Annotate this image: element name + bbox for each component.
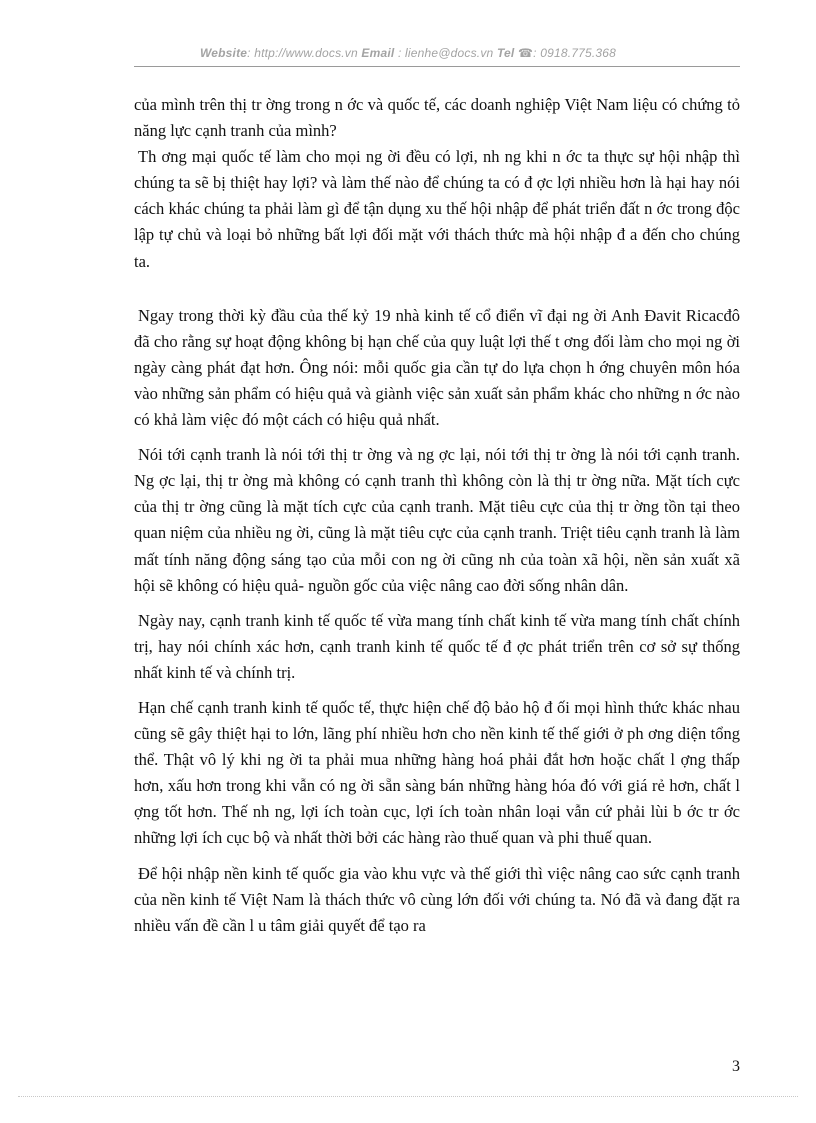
paragraph-1: của mình trên thị tr ờng trong n ớc và quốc tế, các doanh nghiệp Việt Nam liệu có chứng tỏ năng lực cạnh tranh của mình? (134, 95, 740, 141)
footer-divider (18, 1096, 798, 1097)
phone-icon: ☎ (518, 46, 534, 60)
paragraph-spacer (134, 599, 740, 608)
paragraph-6: Hạn chế cạnh tranh kinh tế quốc tế, thực hiện chế độ bảo hộ đ ối mọi hình thức khác nhau cũng sẽ gây thiệt hại to lớn, lãng phí nhiều hơn cho nền kinh tế thế giới ở ph ơng diện tổng thể. Thật vô lý khi ng ời ta phải mua những hàng hoá phải đắt hơn hoặc chất l ợng thấp hơn, xấu hơn trong khi vẫn có ng ời sẵn sàng bán những hàng hóa đó với giá rẻ hơn, chất l ợng tốt hơn. Thế nh ng, lợi ích toàn cục, lợi ích toàn nhân loại vẫn cứ phải lùi b ớc tr ớc những lợi ích cục bộ và nhất thời bởi các hàng rào thuế quan và phi thuế quan. (134, 697, 740, 848)
paragraph-4: Nói tới cạnh tranh là nói tới thị tr ờng và ng ợc lại, nói tới thị tr ờng là nói tới cạnh tranh. Ng ợc lại, thị tr ờng mà không có cạnh tranh thì không còn là thị tr ờng nữa. Mặt tích cực của thị tr ờng cũng là mặt tích cực của cạnh tranh. Mặt tiêu cực của thị tr ờng tồn tại theo quan niệm của nhiều ng ời, cũng là mặt tiêu cực của cạnh tranh. Triệt tiêu cạnh tranh là làm mất tính năng động sáng tạo của mỗi con ng ời cũng nh của toàn xã hội, nền sản xuất xã hội sẽ không có hiệu quả- nguồn gốc của việc nâng cao đời sống nhân dân. (134, 445, 740, 595)
header-divider (134, 66, 740, 67)
website-label: Website (199, 46, 248, 60)
tel-value: : 0918.775.368 (533, 46, 617, 60)
document-body (134, 92, 740, 939)
paragraph-3: Ngay trong thời kỳ đầu của thế kỷ 19 nhà kinh tế cổ điển vĩ đại ng ời Anh Đavit Ricacđô đã cho rằng sự hoạt động không bị hạn chế của quy luật lợi thế t ơng đối làm cho mọi ng ời ngày càng phát đạt hơn. Ông nói: mỗi quốc gia cần tự do lựa chọn h ớng chuyên môn hóa vào những sản phẩm có hiệu quả và giành việc sản xuất sản phẩm khác cho những n ớc nào có khả làm việc đó một cách có hiệu quả nhất. (134, 305, 740, 430)
page-number: 3 (732, 1058, 740, 1075)
tel-label: Tel (496, 46, 515, 60)
email-value: : lienhe@docs.vn (394, 46, 497, 60)
website-url: : http://www.docs.vn (247, 46, 362, 60)
paragraph-7: Để hội nhập nền kinh tế quốc gia vào khu vực và thế giới thì việc nâng cao sức cạnh tranh của nền kinh tế Việt Nam là thách thức vô cùng lớn đối với chúng ta. Nó đã và đang đặt ra nhiều vấn đề cần l u tâm giải quyết để tạo ra (134, 863, 740, 935)
paragraph-2: Th ơng mại quốc tế làm cho mọi ng ời đều có lợi, nh ng khi n ớc ta thực sự hội nhập thì chúng ta sẽ bị thiệt hay lợi? và làm thế nào để chúng ta có đ ợc lợi nhiều hơn là hại hay nói cách khác chúng ta phải làm gì để tận dụng xu thế hội nhập để phát triển đất n ớc trong độc lập tự chủ và loại bỏ những bất lợi đối mặt với thách thức mà hội nhập đ a đến cho chúng ta. (134, 147, 740, 271)
paragraph-spacer (134, 852, 740, 861)
paragraph-spacer (134, 686, 740, 695)
email-label: Email (361, 46, 395, 60)
paragraph-5: Ngày nay, cạnh tranh kinh tế quốc tế vừa mang tính chất kinh tế vừa mang tính chất chính trị, hay nói chính xác hơn, cạnh tranh kinh tế quốc tế đ ợc phát triển trên cơ sở sự thống nhất kinh tế và chính trị. (134, 610, 740, 682)
paragraph-spacer (134, 433, 740, 442)
page-header (0, 46, 816, 60)
paragraph-spacer (134, 275, 740, 303)
